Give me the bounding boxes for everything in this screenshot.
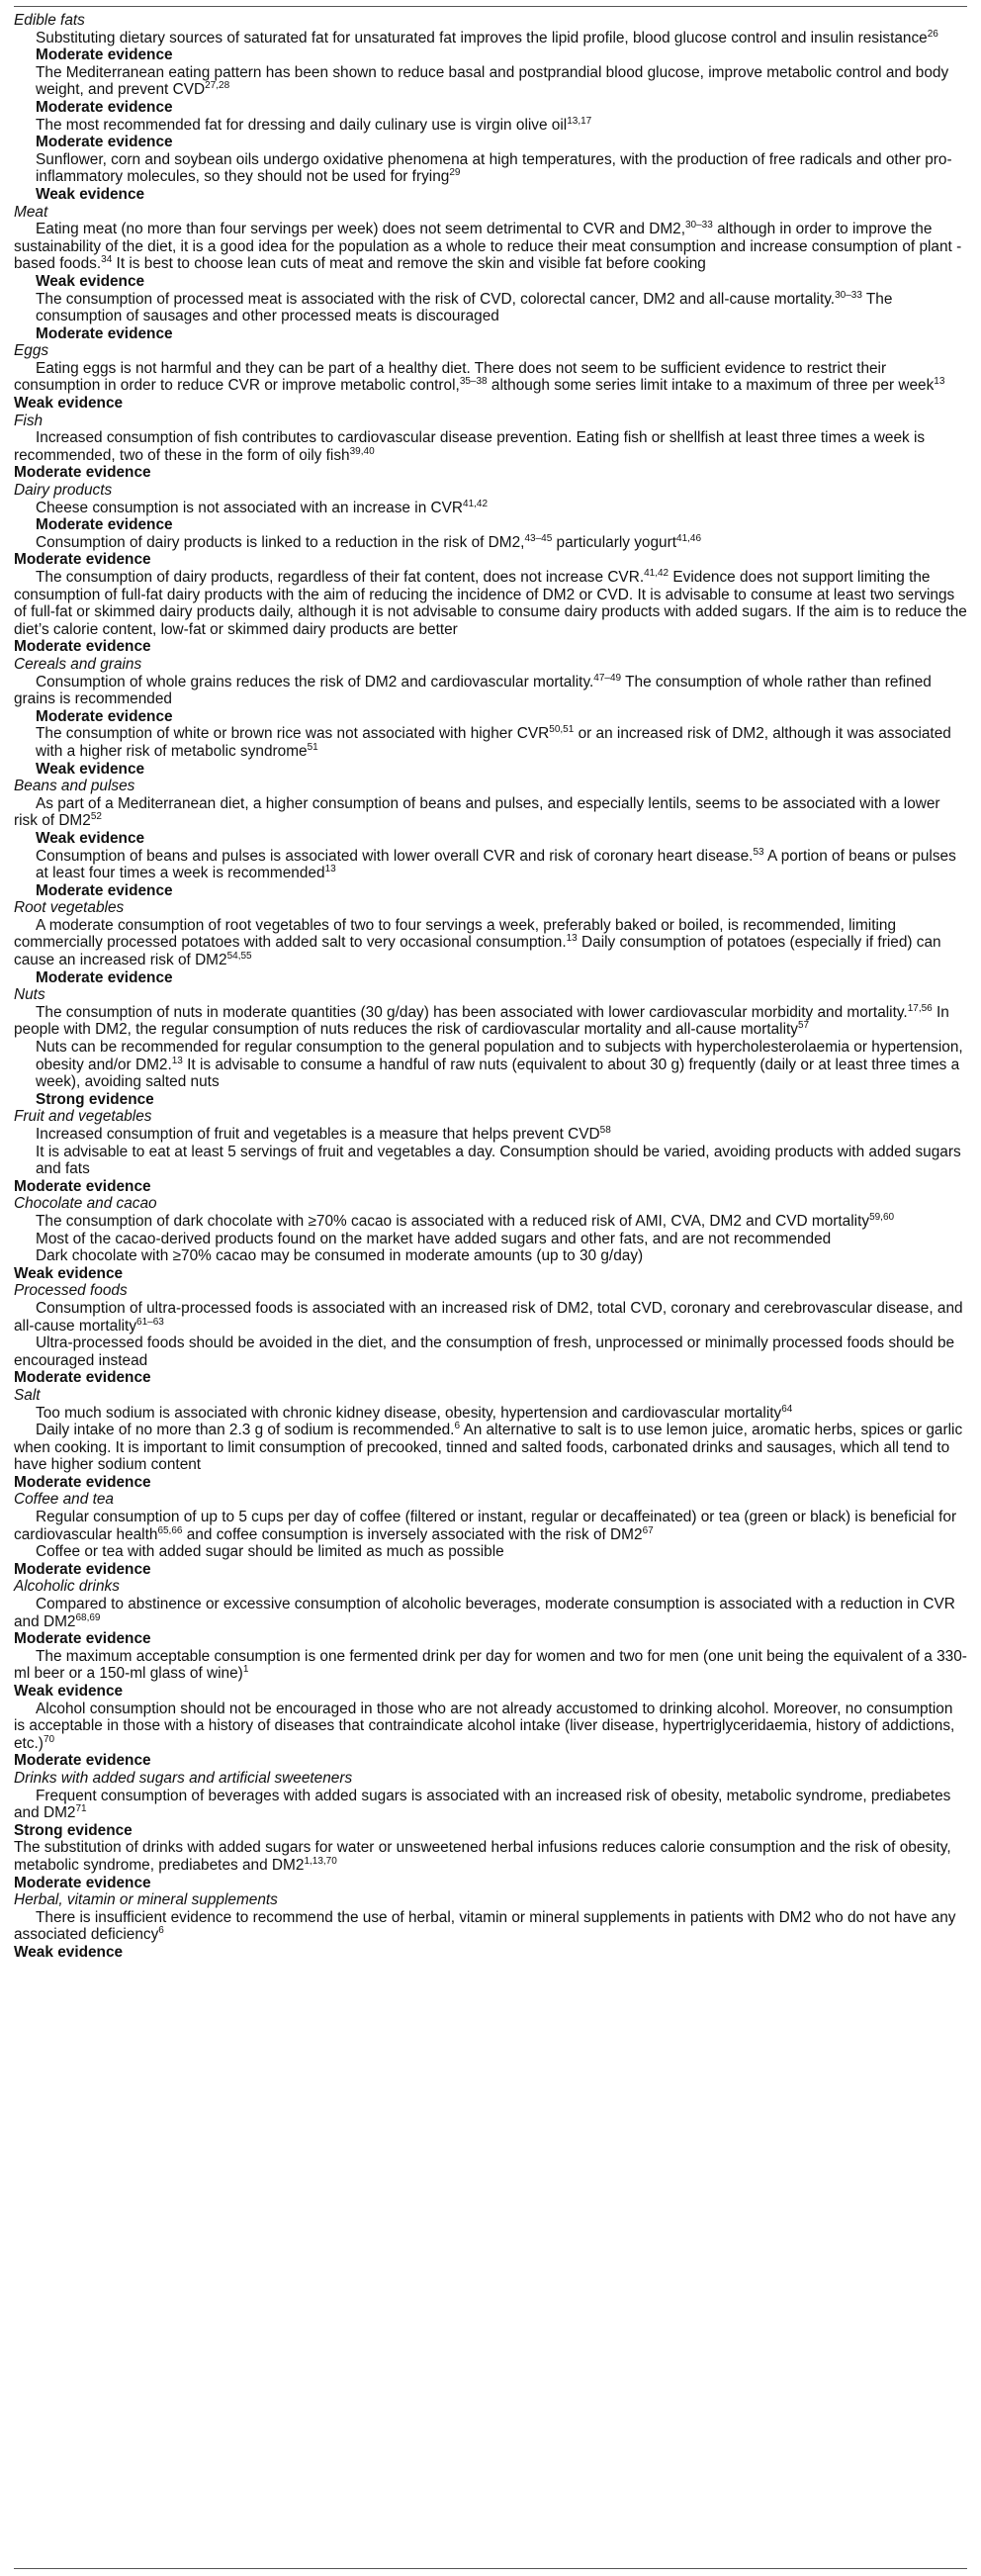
recommendation-text (14, 917, 967, 969)
evidence-level (14, 99, 967, 117)
evidence-level-main: Weak evidence (36, 272, 145, 290)
evidence-level (14, 830, 967, 848)
recommendation-text (14, 1839, 967, 1874)
recommendation-text-main: Increased consumption of fruit and vegetables is a measure that helps prevent CVD (36, 1126, 600, 1143)
recommendation-text (14, 725, 967, 760)
evidence-level-main: Weak evidence (36, 185, 145, 203)
food-category-heading (14, 1282, 967, 1300)
recommendation-text-main: The substitution of drinks with added sugars for water or unsweetened herbal infusions reduces calorie consumption and the risk of obesity, metabolic syndrome, prediabetes and DM2 (14, 1839, 951, 1874)
evidence-level (14, 1474, 967, 1492)
evidence-level-main: Moderate evidence (14, 638, 151, 656)
evidence-level (14, 1683, 967, 1701)
food-category-heading (14, 1387, 967, 1405)
food-category-heading (14, 413, 967, 430)
reference-superscript: 35–38 (459, 376, 488, 388)
reference-superscript: 58 (599, 1124, 611, 1136)
reference-superscript: 71 (75, 1803, 87, 1815)
recommendation-text (14, 534, 967, 552)
reference-superscript: 57 (798, 1020, 810, 1032)
evidence-level (14, 1822, 967, 1840)
food-category-heading (14, 1578, 967, 1596)
reference-superscript: 67 (642, 1524, 654, 1536)
reference-superscript: 39,40 (349, 445, 375, 457)
evidence-level (14, 551, 967, 569)
reference-superscript: 41,42 (463, 498, 489, 509)
reference-superscript: 65,66 (157, 1524, 183, 1536)
recommendation-text (14, 1300, 967, 1334)
recommendation-text (14, 1701, 967, 1753)
recommendation-text (14, 117, 967, 135)
recommendation-text (14, 1909, 967, 1944)
reference-superscript: 47–49 (593, 672, 622, 684)
recommendation-text (14, 500, 967, 517)
evidence-level-main: Strong evidence (14, 1821, 133, 1839)
reference-superscript: 26 (927, 28, 938, 40)
evidence-level (14, 761, 967, 779)
recommendation-text-continued: although in order to improve the sustainability of the diet, it is a good idea for the population as a whole to reduce their meat consumption and increase consumption of plant -based foods. (14, 221, 962, 273)
reference-superscript: 29 (449, 167, 461, 179)
food-category-heading (14, 204, 967, 222)
recommendation-text-main: As part of a Mediterranean diet, a higher consumption of beans and pulses, and especially lentils, seems to be associated with a lower risk of DM2 (14, 794, 940, 830)
recommendation-text-main: The consumption of dairy products, regardless of their fat content, does not increase CVR. (36, 569, 645, 586)
evidence-level-main: Moderate evidence (36, 968, 173, 986)
recommendation-text (14, 569, 967, 638)
recommendation-text-continued: and coffee consumption is inversely associated with the risk of DM2 (182, 1525, 643, 1543)
recommendation-text (14, 360, 967, 395)
evidence-level (14, 1630, 967, 1648)
recommendation-text-main: The consumption of nuts in moderate quantities (30 g/day) has been associated with lower cardiovascular morbidity and mortality. (36, 1003, 908, 1021)
recommendation-text (14, 291, 967, 325)
recommendation-text-continued: or an increased risk of DM2, although it was associated with a higher risk of metabolic syndrome (36, 725, 951, 760)
evidence-level-main: Weak evidence (36, 829, 145, 847)
evidence-level (14, 1369, 967, 1387)
recommendation-text (14, 1596, 967, 1630)
food-category-heading-main: Beans and pulses (14, 778, 135, 795)
evidence-level-main: Moderate evidence (14, 464, 151, 482)
evidence-level-main: Moderate evidence (36, 707, 173, 725)
reference-superscript: 6 (454, 1420, 461, 1431)
food-category-heading-main: Salt (14, 1386, 41, 1404)
food-category-heading-main: Nuts (14, 986, 45, 1004)
recommendation-text (14, 429, 967, 464)
evidence-level-main: Moderate evidence (36, 881, 173, 899)
recommendation-text-continued: An alternative to salt is to use lemon juice, aromatic herbs, spices or garlic when cooking. It is important to limit consumption of precooked, tinned and salted foods, carbonated drinks and sausages, which all tend to have higher sodium content (14, 1422, 963, 1474)
food-category-heading-main: Eggs (14, 342, 49, 360)
recommendation-text-main: Increased consumption of fish contributes to cardiovascular disease prevention. Eating fish or shellfish at least three times a week is recommended, two of these in the form of oily fish (14, 429, 926, 464)
food-category-heading (14, 1770, 967, 1788)
reference-superscript: 52 (90, 811, 102, 823)
recommendation-text-main: The consumption of processed meat is associated with the risk of CVD, colorectal cancer, DM2 and all-cause mortality. (36, 290, 836, 308)
evidence-level (14, 464, 967, 482)
reference-superscript: 54,55 (226, 950, 252, 962)
reference-superscript: 13 (324, 863, 336, 874)
food-category-heading (14, 342, 967, 360)
evidence-level (14, 273, 967, 291)
evidence-level-main: Moderate evidence (14, 551, 151, 569)
recommendation-text-main: Daily intake of no more than 2.3 g of sodium is recommended. (36, 1422, 455, 1439)
reference-superscript: 1 (242, 1664, 249, 1676)
recommendation-text (14, 1039, 967, 1091)
recommendation-text (14, 1543, 967, 1561)
evidence-level-main: Moderate evidence (36, 98, 173, 116)
recommendation-text-main: Substituting dietary sources of saturated fat for unsaturated fat improves the lipid profile, blood glucose control and insulin resistance (36, 29, 928, 46)
evidence-level-main: Moderate evidence (14, 1473, 151, 1491)
table-top-rule (14, 6, 967, 7)
recommendation-text-main: Consumption of beans and pulses is associated with lower overall CVR and risk of coronary heart disease. (36, 847, 754, 865)
recommendation-text-main: Frequent consumption of beverages with added sugars is associated with an increased risk of obesity, metabolic syndrome, prediabetes and DM2 (14, 1787, 951, 1822)
recommendation-text (14, 1247, 967, 1265)
evidence-level (14, 708, 967, 726)
food-category-heading (14, 778, 967, 795)
reference-superscript: 43–45 (524, 532, 553, 544)
evidence-level (14, 516, 967, 534)
food-category-heading-main: Root vegetables (14, 899, 125, 917)
evidence-level-main: Strong evidence (36, 1090, 154, 1108)
reference-superscript: 17,56 (907, 1002, 933, 1014)
reference-superscript: 13,17 (567, 115, 592, 127)
food-category-heading-main: Fruit and vegetables (14, 1108, 152, 1126)
recommendation-text-main: Compared to abstinence or excessive consumption of alcoholic beverages, moderate consumption is associated with a reduction in CVR and DM2 (14, 1596, 955, 1630)
recommendation-text (14, 1422, 967, 1474)
recommendation-text (14, 151, 967, 186)
evidence-level (14, 1265, 967, 1283)
recommendation-text-main: Nuts can be recommended for regular consumption to the general population and to subjects with hypercholesterolaemia or hypertension, obesity and/or DM2. (36, 1039, 963, 1073)
reference-superscript: 13 (171, 1055, 183, 1066)
evidence-level (14, 1178, 967, 1196)
recommendation-text (14, 1788, 967, 1822)
evidence-level (14, 1561, 967, 1579)
evidence-level-main: Moderate evidence (14, 1752, 151, 1770)
food-category-heading (14, 1491, 967, 1509)
evidence-level (14, 46, 967, 64)
reference-superscript: 13 (934, 376, 945, 388)
food-category-heading (14, 656, 967, 674)
recommendation-text (14, 1405, 967, 1423)
reference-superscript: 30–33 (835, 289, 862, 301)
evidence-level (14, 1752, 967, 1770)
reference-superscript: 50,51 (549, 724, 575, 736)
food-category-heading (14, 1891, 967, 1909)
recommendation-text (14, 1231, 967, 1248)
food-category-heading-main: Fish (14, 412, 44, 429)
food-category-heading-main: Meat (14, 203, 48, 221)
recommendation-text-continued: It is best to choose lean cuts of meat and remove the skin and visible fat before cooking (112, 255, 706, 273)
recommendation-text-main: Alcohol consumption should not be encouraged in those who are not already accustomed to drinking alcohol. Moreover, no consumption is acceptable in those with a history of diseases that contraindicate alcohol intake (liver disease, hypertriglyceridaemia, history of addictions, etc.) (14, 1700, 955, 1752)
recommendation-text-continued: Evidence does not support limiting the consumption of full-fat dairy products with the aim of reducing the incidence of DM2 or CVD. It is advisable to consume at least two servings of full-fat or skimmed dairy products daily, although it is not advisable to consume dairy products with added sugars. If the aim is to reduce the diet’s calorie content, low-fat or skimmed dairy products are better (14, 569, 967, 638)
food-category-heading-main: Herbal, vitamin or mineral supplements (14, 1891, 278, 1909)
recommendation-text-main: Sunflower, corn and soybean oils undergo oxidative phenomena at high temperatures, with the production of free radicals and other pro-inflammatory molecules, so they should not be used for frying (36, 150, 952, 186)
recommendation-text-main: Regular consumption of up to 5 cups per day of coffee (filtered or instant, regular or decaffeinated) or tea (green or black) is beneficial for cardiovascular health (14, 1509, 957, 1543)
recommendation-text (14, 1213, 967, 1231)
evidence-level (14, 1875, 967, 1892)
reference-superscript: 27,28 (205, 80, 230, 92)
recommendation-text (14, 1126, 967, 1144)
evidence-level (14, 186, 967, 204)
recommendation-text-main: The consumption of white or brown rice was not associated with higher CVR (36, 725, 550, 743)
recommendation-text-main: Dark chocolate with ≥70% cacao may be consumed in moderate amounts (up to 30 g/day) (36, 1247, 644, 1265)
recommendation-text-main: Coffee or tea with added sugar should be limited as much as possible (36, 1543, 504, 1561)
recommendation-text-continued: It is advisable to consume a handful of raw nuts (equivalent to about 30 g) frequently (daily or at least three times a week), avoiding salted nuts (36, 1056, 960, 1091)
evidence-level-main: Moderate evidence (14, 1630, 151, 1648)
recommendation-text-main: Consumption of ultra-processed foods is associated with an increased risk of DM2, total CVD, coronary and cerebrovascular disease, and all-cause mortality (14, 1299, 963, 1334)
recommendation-text-continued: Daily consumption of potatoes (especially if fried) can cause an increased risk of DM2 (14, 934, 941, 969)
recommendation-text (14, 64, 967, 99)
evidence-level-main: Weak evidence (14, 1683, 124, 1700)
evidence-level (14, 325, 967, 343)
evidence-level (14, 1944, 967, 1962)
reference-superscript: 64 (781, 1403, 793, 1415)
evidence-level (14, 882, 967, 900)
recommendation-text-main: Eating eggs is not harmful and they can be part of a healthy diet. There does not seem to be sufficient evidence to restrict their consumption in order to reduce CVR or improve metabolic control, (14, 359, 887, 395)
recommendation-text-main: The maximum acceptable consumption is one fermented drink per day for women and two for men (one unit being the equivalent of a 330-ml beer or a 150-ml glass of wine) (14, 1647, 967, 1683)
food-category-heading (14, 482, 967, 500)
recommendation-text-main: There is insufficient evidence to recommend the use of herbal, vitamin or mineral supplements in patients with DM2 who do not have any associated deficiency (14, 1908, 956, 1944)
evidence-level-main: Weak evidence (14, 1943, 124, 1961)
recommendation-text-main: Consumption of dairy products is linked to a reduction in the risk of DM2, (36, 533, 525, 551)
food-category-heading (14, 899, 967, 917)
reference-superscript: 68,69 (75, 1611, 101, 1623)
recommendation-text (14, 1334, 967, 1369)
evidence-level-main: Weak evidence (14, 395, 124, 413)
recommendation-text-main: Ultra-processed foods should be avoided in the diet, and the consumption of fresh, unprocessed or minimally processed foods should be encouraged instead (14, 1334, 955, 1369)
reference-superscript: 51 (307, 741, 318, 753)
evidence-level (14, 1091, 967, 1109)
food-category-heading (14, 986, 967, 1004)
recommendation-text-main: Cheese consumption is not associated with an increase in CVR (36, 499, 464, 516)
food-category-heading (14, 1195, 967, 1213)
recommendation-text-main: Eating meat (no more than four servings per week) does not seem detrimental to CVR and DM2, (36, 221, 685, 238)
recommendation-text (14, 30, 967, 47)
recommendation-text-main: The Mediterranean eating pattern has been shown to reduce basal and postprandial blood glucose, improve metabolic control and body weight, and prevent CVD (36, 63, 949, 99)
reference-superscript: 61–63 (136, 1316, 164, 1328)
recommendation-text-continued: The consumption of whole rather than refined grains is recommended (14, 673, 932, 708)
reference-superscript: 13 (566, 933, 578, 945)
food-category-heading-main: Dairy products (14, 482, 113, 500)
food-category-heading (14, 12, 967, 30)
recommendation-text-main: Too much sodium is associated with chronic kidney disease, obesity, hypertension and cardiovascular mortality (36, 1404, 782, 1422)
reference-superscript: 53 (753, 846, 764, 858)
evidence-level (14, 969, 967, 987)
food-category-heading-main: Chocolate and cacao (14, 1195, 157, 1213)
evidence-level-main: Moderate evidence (36, 46, 173, 64)
reference-superscript: 30–33 (684, 220, 713, 230)
evidence-level-main: Moderate evidence (14, 1177, 151, 1195)
recommendation-text-continued: although some series limit intake to a maximum of three per week (487, 377, 935, 395)
food-category-heading-main: Coffee and tea (14, 1491, 114, 1509)
recommendation-text (14, 221, 967, 273)
recommendation-text-main: The most recommended fat for dressing and daily culinary use is virgin olive oil (36, 116, 568, 134)
recommendation-text (14, 1648, 967, 1683)
reference-superscript: 1,13,70 (304, 1855, 337, 1867)
evidence-level-main: Moderate evidence (36, 324, 173, 342)
recommendation-text-main: Most of the cacao-derived products found on the market have added sugars and other fats, and are not recommended (36, 1230, 832, 1247)
food-category-heading-main: Processed foods (14, 1282, 128, 1300)
recommendation-text (14, 1144, 967, 1178)
food-category-heading-main: Drinks with added sugars and artificial sweeteners (14, 1769, 353, 1787)
recommendation-text-main: The consumption of dark chocolate with ≥70% cacao is associated with a reduced risk of AMI, CVA, DM2 and CVD mortality (36, 1212, 870, 1230)
reference-superscript: 41,42 (644, 567, 669, 579)
evidence-level-main: Moderate evidence (14, 1369, 151, 1387)
evidence-level-main: Moderate evidence (14, 1874, 151, 1891)
recommendation-text-continued: In people with DM2, the regular consumption of nuts reduces the risk of cardiovascular mortality and all-cause mortality (14, 1003, 949, 1039)
reference-superscript: 70 (43, 1733, 55, 1745)
recommendation-text-main: It is advisable to eat at least 5 servings of fruit and vegetables a day. Consumption should be varied, avoiding products with added sugars and fats (36, 1143, 961, 1178)
evidence-level (14, 134, 967, 151)
reference-superscript: 6 (158, 1925, 164, 1937)
recommendation-text (14, 674, 967, 708)
reference-superscript: 59,60 (869, 1211, 895, 1223)
recommendation-text-continued: A portion of beans or pulses at least four times a week is recommended (36, 847, 956, 882)
food-category-heading-main: Alcoholic drinks (14, 1578, 120, 1596)
recommendation-text-main: Consumption of whole grains reduces the risk of DM2 and cardiovascular mortality. (36, 673, 594, 690)
table-body (14, 12, 967, 1962)
recommendation-text (14, 1509, 967, 1543)
recommendation-text-continued: particularly yogurt (552, 533, 677, 551)
evidence-level-main: Weak evidence (14, 1264, 124, 1282)
food-category-heading (14, 1108, 967, 1126)
food-category-heading-main: Cereals and grains (14, 655, 142, 673)
recommendation-text (14, 1004, 967, 1039)
evidence-level-main: Moderate evidence (36, 516, 173, 534)
evidence-level-main: Moderate evidence (36, 134, 173, 151)
evidence-level (14, 395, 967, 413)
evidence-level-main: Weak evidence (36, 760, 145, 778)
recommendation-text-main: A moderate consumption of root vegetables of two to four servings a week, preferably baked or boiled, is recommended, limiting commercially processed potatoes with added salt to very occasional consumption. (14, 916, 897, 952)
evidence-level (14, 638, 967, 656)
evidence-level-main: Moderate evidence (14, 1560, 151, 1578)
recommendation-text (14, 795, 967, 830)
reference-superscript: 41,46 (676, 532, 702, 544)
table-bottom-rule (14, 2568, 967, 2569)
food-category-heading-main: Edible fats (14, 12, 85, 29)
reference-superscript: 34 (101, 254, 113, 266)
recommendation-text-continued: The consumption of sausages and other processed meats is discouraged (36, 290, 893, 325)
recommendation-text (14, 848, 967, 882)
